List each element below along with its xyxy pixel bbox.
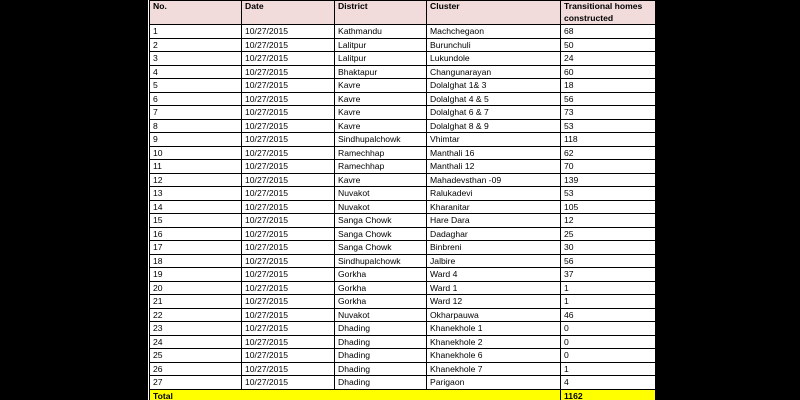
cell-date: 10/27/2015 bbox=[242, 133, 335, 147]
table-row bbox=[150, 308, 656, 322]
cell-no: 1 bbox=[150, 25, 242, 39]
cell-no: 19 bbox=[150, 268, 242, 282]
cell-homes: 12 bbox=[561, 214, 656, 228]
header-cluster: Cluster bbox=[427, 1, 561, 25]
cell-date: 10/27/2015 bbox=[242, 173, 335, 187]
cell-district: Ramechhap bbox=[335, 160, 427, 174]
cell-district: Gorkha bbox=[335, 281, 427, 295]
cell-cluster: Parigaon bbox=[427, 376, 561, 390]
cell-date: 10/27/2015 bbox=[242, 38, 335, 52]
cell-cluster: Dolalghat 1& 3 bbox=[427, 79, 561, 93]
cell-no: 14 bbox=[150, 200, 242, 214]
cell-date: 10/27/2015 bbox=[242, 79, 335, 93]
cell-no: 9 bbox=[150, 133, 242, 147]
cell-no: 23 bbox=[150, 322, 242, 336]
table-row bbox=[150, 335, 656, 349]
header-no: No. bbox=[150, 1, 242, 25]
cell-cluster: Changunarayan bbox=[427, 65, 561, 79]
cell-homes: 18 bbox=[561, 79, 656, 93]
cell-district: Sanga Chowk bbox=[335, 214, 427, 228]
cell-date: 10/27/2015 bbox=[242, 160, 335, 174]
cell-date: 10/27/2015 bbox=[242, 146, 335, 160]
cell-date: 10/27/2015 bbox=[242, 241, 335, 255]
cell-district: Nuvakot bbox=[335, 308, 427, 322]
cell-date: 10/27/2015 bbox=[242, 106, 335, 120]
cell-cluster: Manthali 16 bbox=[427, 146, 561, 160]
cell-homes: 37 bbox=[561, 268, 656, 282]
cell-district: Kavre bbox=[335, 79, 427, 93]
cell-no: 18 bbox=[150, 254, 242, 268]
table-row bbox=[150, 362, 656, 376]
cell-district: Kavre bbox=[335, 119, 427, 133]
table-row bbox=[150, 187, 656, 201]
cell-cluster: Khanekhole 2 bbox=[427, 335, 561, 349]
cell-date: 10/27/2015 bbox=[242, 281, 335, 295]
table-row bbox=[150, 160, 656, 174]
cell-date: 10/27/2015 bbox=[242, 322, 335, 336]
cell-district: Sanga Chowk bbox=[335, 227, 427, 241]
table-header bbox=[150, 1, 656, 25]
cell-homes: 30 bbox=[561, 241, 656, 255]
cell-no: 10 bbox=[150, 146, 242, 160]
cell-no: 22 bbox=[150, 308, 242, 322]
cell-date: 10/27/2015 bbox=[242, 92, 335, 106]
cell-homes: 62 bbox=[561, 146, 656, 160]
cell-district: Kavre bbox=[335, 92, 427, 106]
table-row bbox=[150, 200, 656, 214]
cell-homes: 50 bbox=[561, 38, 656, 52]
cell-no: 8 bbox=[150, 119, 242, 133]
cell-district: Sanga Chowk bbox=[335, 241, 427, 255]
cell-homes: 1 bbox=[561, 362, 656, 376]
cell-date: 10/27/2015 bbox=[242, 187, 335, 201]
cell-cluster: Ward 4 bbox=[427, 268, 561, 282]
cell-no: 13 bbox=[150, 187, 242, 201]
cell-no: 3 bbox=[150, 52, 242, 66]
table-row bbox=[150, 79, 656, 93]
table-row bbox=[150, 52, 656, 66]
table-row bbox=[150, 133, 656, 147]
cell-no: 6 bbox=[150, 92, 242, 106]
cell-district: Dhading bbox=[335, 376, 427, 390]
cell-district: Dhading bbox=[335, 362, 427, 376]
cell-district: Dhading bbox=[335, 322, 427, 336]
cell-cluster: Khanekhole 7 bbox=[427, 362, 561, 376]
header-district: District bbox=[335, 1, 427, 25]
cell-cluster: Burunchuli bbox=[427, 38, 561, 52]
cell-no: 27 bbox=[150, 376, 242, 390]
cell-cluster: Lukundole bbox=[427, 52, 561, 66]
cell-cluster: Machchegaon bbox=[427, 25, 561, 39]
cell-cluster: Dadaghar bbox=[427, 227, 561, 241]
header-transitional-homes: Transitional homes constructed bbox=[561, 1, 656, 25]
cell-homes: 24 bbox=[561, 52, 656, 66]
cell-district: Dhading bbox=[335, 349, 427, 363]
table-footer bbox=[150, 389, 656, 400]
cell-no: 4 bbox=[150, 65, 242, 79]
table-row bbox=[150, 25, 656, 39]
cell-district: Bhaktapur bbox=[335, 65, 427, 79]
cell-cluster: Kharanitar bbox=[427, 200, 561, 214]
cell-homes: 56 bbox=[561, 92, 656, 106]
cell-cluster: Okharpauwa bbox=[427, 308, 561, 322]
cell-cluster: Dolalghat 4 & 5 bbox=[427, 92, 561, 106]
cell-cluster: Dolalghat 8 & 9 bbox=[427, 119, 561, 133]
cell-homes: 46 bbox=[561, 308, 656, 322]
cell-homes: 1 bbox=[561, 281, 656, 295]
total-label: Total bbox=[150, 389, 561, 400]
table-row bbox=[150, 295, 656, 309]
cell-no: 25 bbox=[150, 349, 242, 363]
cell-homes: 0 bbox=[561, 322, 656, 336]
cell-cluster: Ward 12 bbox=[427, 295, 561, 309]
cell-district: Gorkha bbox=[335, 268, 427, 282]
transitional-homes-table bbox=[149, 0, 656, 400]
table-row bbox=[150, 349, 656, 363]
cell-date: 10/27/2015 bbox=[242, 119, 335, 133]
cell-homes: 70 bbox=[561, 160, 656, 174]
cell-district: Ramechhap bbox=[335, 146, 427, 160]
cell-no: 16 bbox=[150, 227, 242, 241]
cell-district: Lalitpur bbox=[335, 38, 427, 52]
cell-date: 10/27/2015 bbox=[242, 52, 335, 66]
table-row bbox=[150, 65, 656, 79]
table-row bbox=[150, 376, 656, 390]
cell-homes: 0 bbox=[561, 335, 656, 349]
cell-district: Kathmandu bbox=[335, 25, 427, 39]
cell-district: Sindhupalchowk bbox=[335, 133, 427, 147]
cell-homes: 118 bbox=[561, 133, 656, 147]
table-row bbox=[150, 254, 656, 268]
cell-homes: 53 bbox=[561, 119, 656, 133]
table-row bbox=[150, 119, 656, 133]
cell-date: 10/27/2015 bbox=[242, 362, 335, 376]
cell-no: 7 bbox=[150, 106, 242, 120]
cell-date: 10/27/2015 bbox=[242, 376, 335, 390]
cell-no: 12 bbox=[150, 173, 242, 187]
cell-cluster: Mahadevsthan -09 bbox=[427, 173, 561, 187]
cell-homes: 56 bbox=[561, 254, 656, 268]
table-row bbox=[150, 106, 656, 120]
cell-homes: 60 bbox=[561, 65, 656, 79]
cell-cluster: Vhimtar bbox=[427, 133, 561, 147]
cell-district: Nuvakot bbox=[335, 200, 427, 214]
cell-homes: 73 bbox=[561, 106, 656, 120]
cell-homes: 25 bbox=[561, 227, 656, 241]
cell-cluster: Hare Dara bbox=[427, 214, 561, 228]
total-row bbox=[150, 389, 656, 400]
cell-date: 10/27/2015 bbox=[242, 295, 335, 309]
table-body bbox=[150, 25, 656, 390]
cell-date: 10/27/2015 bbox=[242, 214, 335, 228]
cell-no: 11 bbox=[150, 160, 242, 174]
table-row bbox=[150, 227, 656, 241]
cell-no: 5 bbox=[150, 79, 242, 93]
cell-district: Gorkha bbox=[335, 295, 427, 309]
cell-homes: 1 bbox=[561, 295, 656, 309]
cell-date: 10/27/2015 bbox=[242, 308, 335, 322]
cell-district: Kavre bbox=[335, 173, 427, 187]
cell-district: Nuvakot bbox=[335, 187, 427, 201]
table-row bbox=[150, 322, 656, 336]
cell-homes: 53 bbox=[561, 187, 656, 201]
cell-cluster: Khanekhole 6 bbox=[427, 349, 561, 363]
table-row bbox=[150, 281, 656, 295]
cell-date: 10/27/2015 bbox=[242, 268, 335, 282]
cell-no: 21 bbox=[150, 295, 242, 309]
cell-cluster: Binbreni bbox=[427, 241, 561, 255]
cell-cluster: Ward 1 bbox=[427, 281, 561, 295]
cell-date: 10/27/2015 bbox=[242, 200, 335, 214]
cell-homes: 139 bbox=[561, 173, 656, 187]
cell-district: Lalitpur bbox=[335, 52, 427, 66]
cell-no: 15 bbox=[150, 214, 242, 228]
cell-cluster: Dolalghat 6 & 7 bbox=[427, 106, 561, 120]
table-row bbox=[150, 214, 656, 228]
cell-cluster: Jalbire bbox=[427, 254, 561, 268]
cell-district: Sindhupalchowk bbox=[335, 254, 427, 268]
table-row bbox=[150, 92, 656, 106]
cell-no: 26 bbox=[150, 362, 242, 376]
cell-date: 10/27/2015 bbox=[242, 349, 335, 363]
cell-date: 10/27/2015 bbox=[242, 254, 335, 268]
cell-date: 10/27/2015 bbox=[242, 65, 335, 79]
cell-no: 20 bbox=[150, 281, 242, 295]
cell-date: 10/27/2015 bbox=[242, 227, 335, 241]
spreadsheet-page bbox=[148, 0, 656, 400]
cell-date: 10/27/2015 bbox=[242, 25, 335, 39]
cell-cluster: Khanekhole 1 bbox=[427, 322, 561, 336]
cell-cluster: Ralukadevi bbox=[427, 187, 561, 201]
cell-no: 24 bbox=[150, 335, 242, 349]
cell-district: Dhading bbox=[335, 335, 427, 349]
table-row bbox=[150, 146, 656, 160]
cell-homes: 0 bbox=[561, 349, 656, 363]
cell-district: Kavre bbox=[335, 106, 427, 120]
cell-no: 17 bbox=[150, 241, 242, 255]
header-date: Date bbox=[242, 1, 335, 25]
cell-homes: 68 bbox=[561, 25, 656, 39]
cell-cluster: Manthali 12 bbox=[427, 160, 561, 174]
table-row bbox=[150, 268, 656, 282]
cell-homes: 105 bbox=[561, 200, 656, 214]
cell-date: 10/27/2015 bbox=[242, 335, 335, 349]
table-row bbox=[150, 241, 656, 255]
header-row bbox=[150, 1, 656, 25]
cell-no: 2 bbox=[150, 38, 242, 52]
total-value: 1162 bbox=[561, 389, 656, 400]
table-row bbox=[150, 38, 656, 52]
table-row bbox=[150, 173, 656, 187]
cell-homes: 4 bbox=[561, 376, 656, 390]
